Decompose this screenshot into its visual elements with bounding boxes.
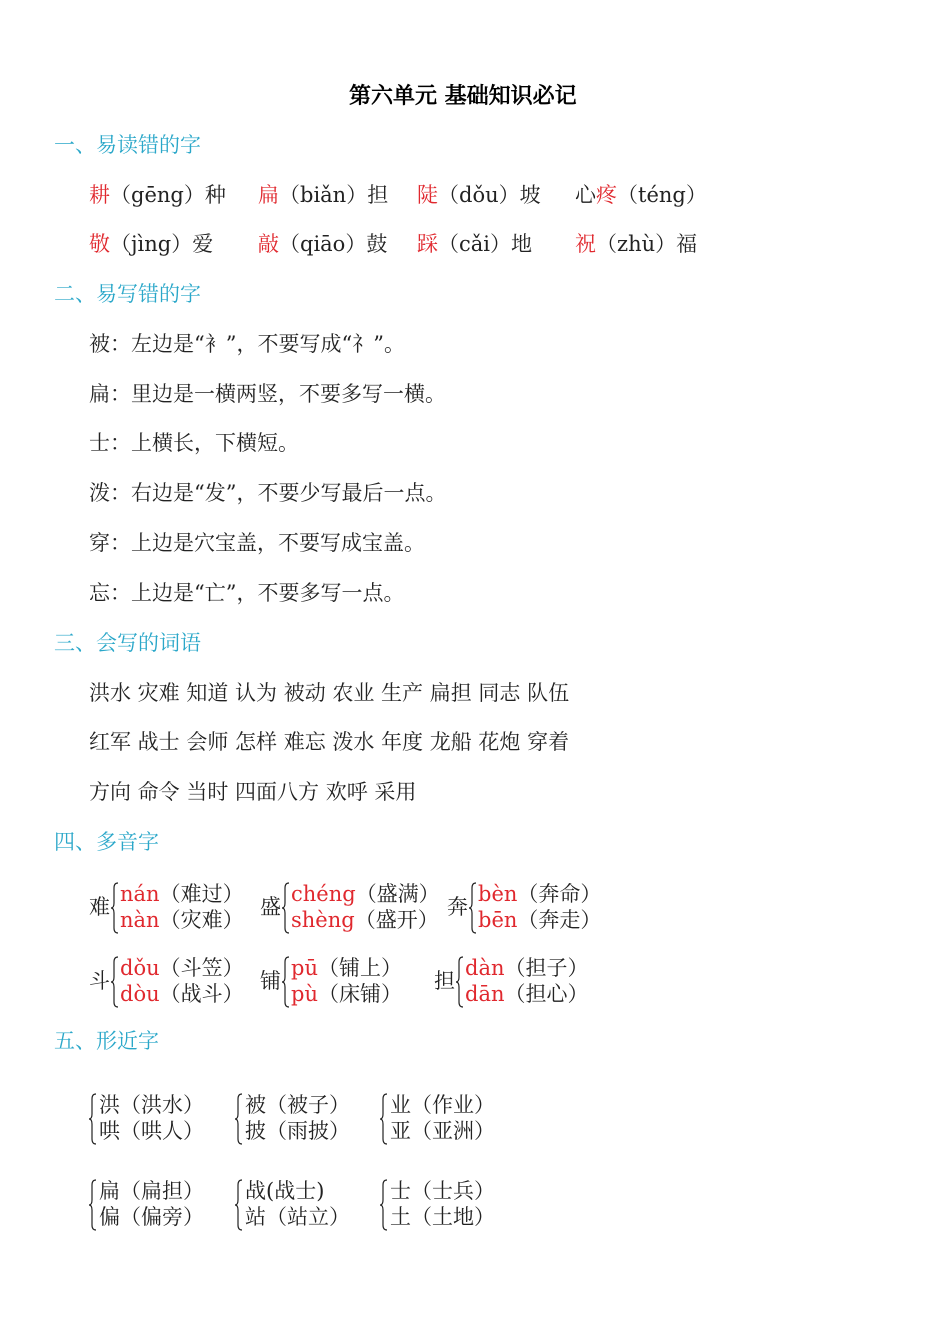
similar-char-group: 战(战士) 站（站立） <box>235 1179 365 1235</box>
polyphone-char: 铺 <box>260 969 281 993</box>
miswritten-note: 士：上横长，下横短。 <box>89 431 299 455</box>
vocabulary-line: 红军 战士 会师 怎样 难忘 泼水 年度 龙船 花炮 穿着 <box>89 730 570 754</box>
miswritten-note: 被：左边是“衤”，不要写成“礻”。 <box>89 332 405 356</box>
misread-item: 陡（dǒu）坡 <box>417 183 541 207</box>
polyphone-char: 斗 <box>89 969 110 993</box>
brace-icon <box>282 956 290 1008</box>
miswritten-note: 穿：上边是穴宝盖，不要写成宝盖。 <box>89 531 425 555</box>
section-heading-similar-chars: 五、形近字 <box>54 1029 159 1053</box>
brace-icon <box>89 1179 97 1231</box>
similar-char-group: 业（作业） 亚（亚洲） <box>380 1093 510 1149</box>
brace-icon <box>235 1179 243 1231</box>
polyphone-char: 担 <box>434 969 455 993</box>
similar-char-group: 洪（洪水） 哄（哄人） <box>89 1093 219 1149</box>
polyphone-char: 盛 <box>260 895 281 919</box>
misread-item: 敲（qiāo）鼓 <box>258 232 388 256</box>
similar-char-group: 被（被子） 披（雨披） <box>235 1093 365 1149</box>
brace-icon <box>282 882 290 934</box>
similar-char-group: 扁（扁担） 偏（偏旁） <box>89 1179 219 1235</box>
similar-char-group: 士（士兵） 土（土地） <box>380 1179 510 1235</box>
section-heading-polyphonic: 四、多音字 <box>54 830 159 854</box>
vocabulary-line: 方向 命令 当时 四面八方 欢呼 采用 <box>89 780 417 804</box>
brace-icon <box>456 956 464 1008</box>
polyphone-group: 斗 dǒu（斗笠） dòu（战斗） <box>89 956 244 1006</box>
vocabulary-line: 洪水 灾难 知道 认为 被动 农业 生产 扁担 同志 队伍 <box>89 681 570 705</box>
section-heading-misread: 一、易读错的字 <box>54 133 201 157</box>
misread-item: 扁（biǎn）担 <box>258 183 389 207</box>
polyphone-char: 奔 <box>447 895 468 919</box>
polyphone-group: 难 nán（难过） nàn（灾难） <box>89 882 244 932</box>
brace-icon <box>469 882 477 934</box>
polyphone-group: 奔 bèn（奔命） bēn（奔走） <box>447 882 602 932</box>
misread-item: 敬（jìng）爱 <box>89 232 214 256</box>
misread-item: 祝（zhù）福 <box>575 232 698 256</box>
miswritten-note: 忘：上边是“亡”，不要多写一点。 <box>89 581 405 605</box>
misread-item: 心疼（téng） <box>575 183 707 207</box>
brace-icon <box>380 1093 388 1145</box>
brace-icon <box>89 1093 97 1145</box>
brace-icon <box>111 956 119 1008</box>
miswritten-note: 泼：右边是“发”，不要少写最后一点。 <box>89 481 447 505</box>
section-heading-vocabulary: 三、会写的词语 <box>54 631 201 655</box>
polyphone-group: 铺 pū（铺上） pù（床铺） <box>260 956 402 1006</box>
miswritten-note: 扁：里边是一横两竖，不要多写一横。 <box>89 382 446 406</box>
page-title: 第六单元 基础知识必记 <box>349 84 577 109</box>
misread-item: 耕（gēng）种 <box>89 183 226 207</box>
polyphone-group: 担 dàn（担子） dān（担心） <box>434 956 589 1006</box>
brace-icon <box>235 1093 243 1145</box>
polyphone-char: 难 <box>89 895 110 919</box>
polyphone-group: 盛 chéng（盛满） shèng（盛开） <box>260 882 440 932</box>
misread-item: 踩（cǎi）地 <box>417 232 532 256</box>
brace-icon <box>380 1179 388 1231</box>
section-heading-miswritten: 二、易写错的字 <box>54 282 201 306</box>
brace-icon <box>111 882 119 934</box>
